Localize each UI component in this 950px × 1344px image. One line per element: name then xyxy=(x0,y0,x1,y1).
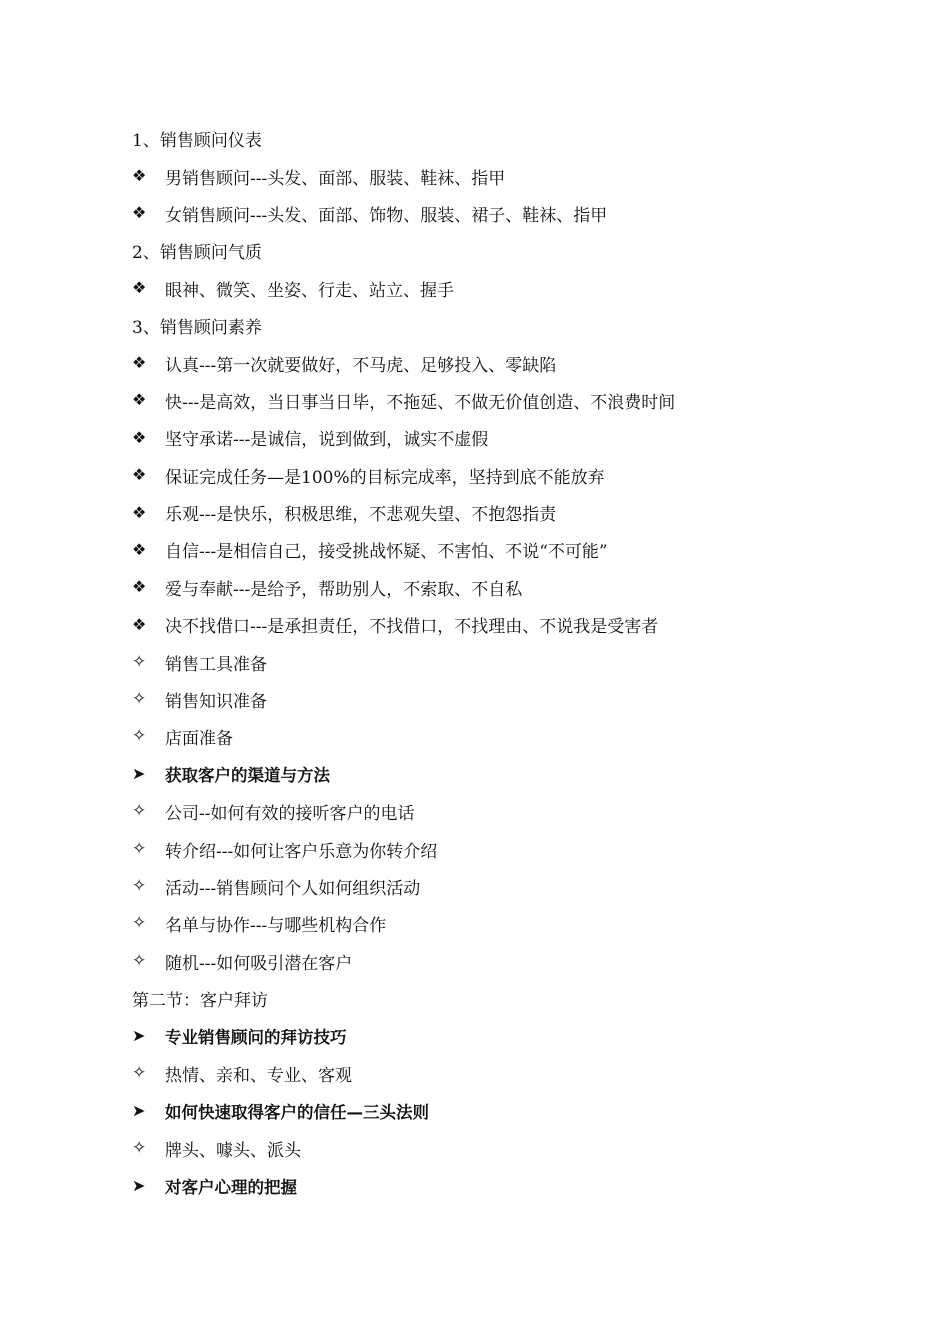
diamond-bullet-icon: ❖ xyxy=(132,353,147,373)
list-item xyxy=(132,1130,892,1167)
line-text: 认真---第一次就要做好，不马虎、足够投入、零缺陷 xyxy=(165,355,557,376)
list-item xyxy=(132,569,892,606)
star-bullet-icon: ✧ xyxy=(132,1137,147,1158)
list-item xyxy=(132,868,892,905)
star-bullet-icon: ✧ xyxy=(132,950,147,971)
diamond-bullet-icon: ❖ xyxy=(132,577,147,597)
numbered-heading xyxy=(132,232,892,269)
list-item xyxy=(132,943,892,980)
line-text: 男销售顾问---头发、面部、服装、鞋袜、指甲 xyxy=(165,168,506,189)
diamond-bullet-icon: ❖ xyxy=(132,614,147,634)
line-text: 第二节：客户拜访 xyxy=(132,991,268,1012)
line-text: 牌头、噱头、派头 xyxy=(165,1140,301,1161)
subheading-item xyxy=(132,1167,892,1204)
list-item xyxy=(132,681,892,718)
line-text: 1、销售顾问仪表 xyxy=(132,131,262,152)
arrow-bullet-icon: ➤ xyxy=(132,1026,146,1046)
document-body xyxy=(132,120,892,1204)
star-bullet-icon: ✧ xyxy=(132,1062,147,1083)
subheading-item xyxy=(132,1092,892,1129)
diamond-bullet-icon: ❖ xyxy=(132,278,147,298)
line-text: 热情、亲和、专业、客观 xyxy=(165,1065,352,1086)
star-bullet-icon: ✧ xyxy=(132,651,147,672)
diamond-bullet-icon: ❖ xyxy=(132,203,147,223)
line-text: 对客户心理的把握 xyxy=(165,1177,297,1197)
list-item xyxy=(132,382,892,419)
line-text: 3、销售顾问素养 xyxy=(132,318,262,339)
list-item xyxy=(132,344,892,381)
list-item xyxy=(132,1055,892,1092)
line-text: 专业销售顾问的拜访技巧 xyxy=(165,1028,347,1048)
line-text: 自信---是相信自己，接受挑战怀疑、不害怕、不说“不可能” xyxy=(165,542,608,563)
arrow-bullet-icon: ➤ xyxy=(132,1175,146,1195)
line-text: 眼神、微笑、坐姿、行走、站立、握手 xyxy=(165,280,454,301)
arrow-bullet-icon: ➤ xyxy=(132,1100,146,1120)
list-item xyxy=(132,270,892,307)
line-text: 2、销售顾问气质 xyxy=(132,243,262,264)
section-heading xyxy=(132,980,892,1017)
line-text: 乐观---是快乐，积极思维，不悲观失望、不抱怨指责 xyxy=(165,505,557,526)
list-item xyxy=(132,830,892,867)
list-item xyxy=(132,718,892,755)
subheading-item xyxy=(132,756,892,793)
diamond-bullet-icon: ❖ xyxy=(132,539,147,559)
diamond-bullet-icon: ❖ xyxy=(132,427,147,447)
list-item xyxy=(132,157,892,194)
numbered-heading xyxy=(132,307,892,344)
line-text: 获取客户的渠道与方法 xyxy=(165,766,330,786)
line-text: 店面准备 xyxy=(165,729,233,750)
line-text: 名单与协作---与哪些机构合作 xyxy=(165,916,387,937)
line-text: 女销售顾问---头发、面部、饰物、服装、裙子、鞋袜、指甲 xyxy=(165,205,608,226)
list-item xyxy=(132,419,892,456)
line-text: 转介绍---如何让客户乐意为你转介绍 xyxy=(165,841,438,862)
diamond-bullet-icon: ❖ xyxy=(132,502,147,522)
list-item xyxy=(132,643,892,680)
line-text: 公司--如何有效的接听客户的电话 xyxy=(165,804,415,825)
star-bullet-icon: ✧ xyxy=(132,913,147,934)
line-text: 坚守承诺---是诚信，说到做到，诚实不虚假 xyxy=(165,430,489,451)
line-text: 决不找借口---是承担责任，不找借口，不找理由、不说我是受害者 xyxy=(165,617,659,638)
line-text: 如何快速取得客户的信任—三头法则 xyxy=(165,1102,429,1122)
line-text: 爱与奉献---是给予，帮助别人，不索取、不自私 xyxy=(165,579,523,600)
line-text: 活动---销售顾问个人如何组织活动 xyxy=(165,879,421,899)
star-bullet-icon: ✧ xyxy=(132,838,147,859)
line-text: 保证完成任务—是100%的目标完成率，坚持到底不能放弃 xyxy=(165,467,605,488)
subheading-item xyxy=(132,1017,892,1054)
list-item xyxy=(132,793,892,830)
arrow-bullet-icon: ➤ xyxy=(132,764,146,784)
star-bullet-icon: ✧ xyxy=(132,689,147,710)
star-bullet-icon: ✧ xyxy=(132,876,147,896)
list-item xyxy=(132,494,892,531)
line-text: 快---是高效，当日事当日毕，不拖延、不做无价值创造、不浪费时间 xyxy=(165,392,676,413)
numbered-heading xyxy=(132,120,892,157)
diamond-bullet-icon: ❖ xyxy=(132,465,147,485)
list-item xyxy=(132,531,892,568)
list-item xyxy=(132,195,892,232)
list-item xyxy=(132,606,892,643)
line-text: 随机---如何吸引潜在客户 xyxy=(165,953,353,974)
diamond-bullet-icon: ❖ xyxy=(132,390,147,410)
list-item xyxy=(132,457,892,494)
list-item xyxy=(132,905,892,942)
line-text: 销售工具准备 xyxy=(165,654,267,675)
star-bullet-icon: ✧ xyxy=(132,726,147,747)
diamond-bullet-icon: ❖ xyxy=(132,166,147,186)
line-text: 销售知识准备 xyxy=(165,692,267,713)
star-bullet-icon: ✧ xyxy=(132,801,147,822)
